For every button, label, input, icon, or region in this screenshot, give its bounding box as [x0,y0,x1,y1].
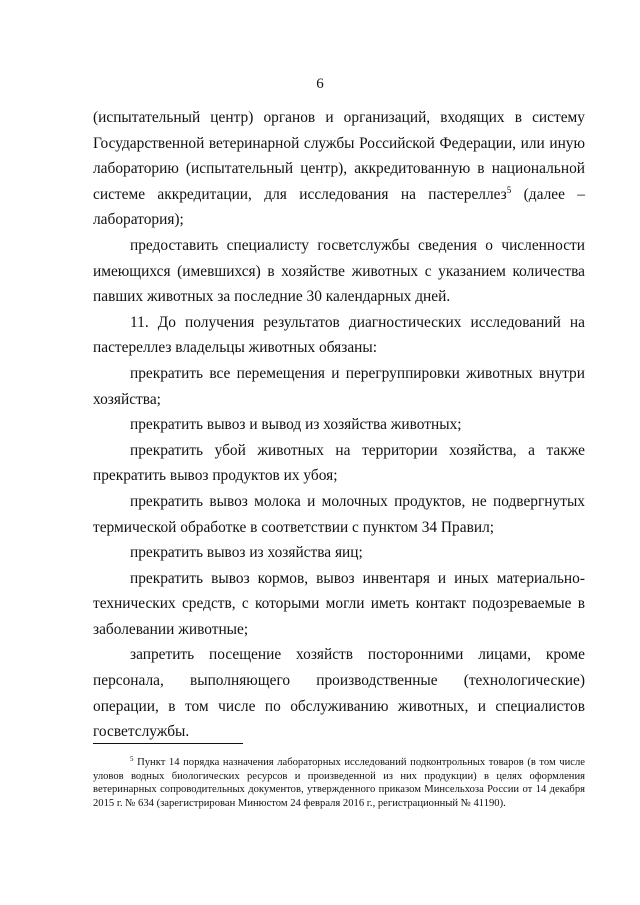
paragraph-provide-info: предоставить специалисту госветслужбы сведения о численности имеющихся (имевшихся) в хозяйстве животных с указанием количества павших животных за последние 30 календарных дней. [93,236,585,306]
paragraph-stop-movements: прекратить все перемещения и перегруппировки животных внутри хозяйства; [93,364,585,408]
paragraph-stop-feed: прекратить вывоз кормов, вывоз инвентаря и иных материально-технических средств, с которыми могли иметь контакт подозреваемые в заболевании животные; [93,569,585,638]
body-text [93,105,585,745]
paragraph-stop-milk: прекратить вывоз молока и молочных продуктов, не подвергнутых термической обработке в соответствии с пунктом 34 Правил; [93,492,585,536]
paragraph-restrict-visits: запретить посещение хозяйств посторонними лицами, кроме персонала, выполняющего производственные (технологические) операции, в том числе по обслуживанию животных, и специалистов госветслужбы. [93,646,585,741]
paragraph-text-tail: (далее – лаборатория); [93,185,585,229]
footnote-text: Пункт 14 порядка назначения лабораторных исследований подконтрольных товаров (в том числе уловов водных биологических ресурсов и произведенной из них продукции) в целях оформления ветеринарных сопроводительных документов, утвержденного приказом Минсельхоза России от 14 декабря 2015 г. № 634 (зарегистрирован Минюстом 24 февраля 2016 г., регистрационный № 41190). [93,757,585,809]
footnote-marker: 5 [130,755,134,763]
footnote [93,756,585,810]
footnote-separator [93,743,243,744]
paragraph-stop-slaughter: прекратить убой животных на территории хозяйства, а также прекратить вывоз продуктов их убоя; [93,441,585,485]
paragraph-stop-export-animals: прекратить вывоз и вывод из хозяйства животных; [130,416,462,434]
paragraph-stop-eggs: прекратить вывоз из хозяйства яиц; [130,544,363,562]
paragraph-lab-referral [93,105,585,233]
paragraph-text: (испытательный центр) органов и организаций, входящих в систему Государственной ветеринарной службы Российской Федерации, или иную лабораторию (испытательный центр), аккредитованную в национальной системе аккредитации, для исследования на пастереллез [93,109,585,203]
footnote-reference: 5 [506,184,512,195]
page-number: 6 [316,76,324,92]
paragraph-item-11: 11. До получения результатов диагностических исследований на пастереллез владельцы животных обязаны: [93,313,585,357]
